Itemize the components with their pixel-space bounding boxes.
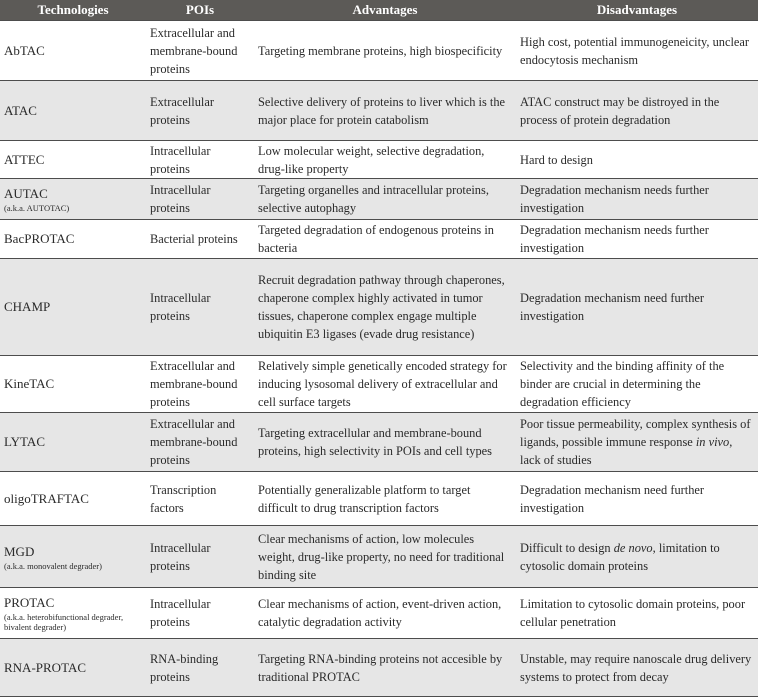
advantages-cell: Potentially generalizable platform to target difficult to drug transcription factors (254, 472, 516, 526)
tech-cell: RNA-PROTAC (0, 639, 146, 697)
tech-cell (0, 526, 146, 588)
header-advantages: Advantages (254, 0, 516, 21)
tech-name: PROTAC (4, 595, 55, 610)
table-row-attec (0, 141, 758, 179)
advantages-cell: Clear mechanisms of action, event-driven action, catalytic degradation activity (254, 588, 516, 639)
table-body (0, 21, 758, 697)
table-row-bacprotac (0, 220, 758, 259)
tech-cell: CHAMP (0, 259, 146, 356)
header-pois: POIs (146, 0, 254, 21)
disadvantages-cell: Degradation mechanism need further investigation (516, 472, 758, 526)
dis-text-italic: in vivo (695, 435, 730, 449)
poi-cell: Intracellular proteins (146, 588, 254, 639)
table-row-kinetac (0, 356, 758, 413)
poi-cell: Extracellular and membrane-bound proteins (146, 356, 254, 413)
advantages-cell: Relatively simple genetically encoded strategy for inducing lysosomal delivery of extracellular and cell surface targets (254, 356, 516, 413)
table-row-lytac (0, 413, 758, 472)
tech-cell: AbTAC (0, 21, 146, 81)
tech-cell: ATAC (0, 81, 146, 141)
tech-cell: LYTAC (0, 413, 146, 472)
poi-cell: Extracellular and membrane-bound proteins (146, 413, 254, 472)
disadvantages-cell: Degradation mechanism needs further investigation (516, 179, 758, 220)
tech-cell: BacPROTAC (0, 220, 146, 259)
table-header (0, 0, 758, 21)
table-row-atac (0, 81, 758, 141)
tech-cell: oligoTRAFTAC (0, 472, 146, 526)
advantages-cell: Selective delivery of proteins to liver which is the major place for protein catabolism (254, 81, 516, 141)
disadvantages-cell: High cost, potential immunogeneicity, unclear endocytosis mechanism (516, 21, 758, 81)
poi-cell: Extracellular and membrane-bound proteins (146, 21, 254, 81)
dis-text-a: Poor tissue permeability, complex synthesis of ligands, possible immune response (520, 417, 751, 449)
table-row-champ (0, 259, 758, 356)
poi-cell: Intracellular proteins (146, 259, 254, 356)
table-row-oligotraftac (0, 472, 758, 526)
advantages-cell: Clear mechanisms of action, low molecules weight, drug-like property, no need for traditional binding site (254, 526, 516, 588)
advantages-cell: Targeting membrane proteins, high biospecificity (254, 21, 516, 81)
header-disadvantages: Disadvantages (516, 0, 758, 21)
tech-aka: (a.k.a. monovalent degrader) (4, 560, 102, 571)
disadvantages-cell: Degradation mechanism need further investigation (516, 259, 758, 356)
dis-text-a: Difficult to design (520, 540, 614, 555)
disadvantages-cell: Unstable, may require nanoscale drug delivery systems to protect from decay (516, 639, 758, 697)
tech-name: MGD (4, 543, 35, 559)
poi-cell: RNA-binding proteins (146, 639, 254, 697)
poi-cell: Intracellular proteins (146, 526, 254, 588)
disadvantages-cell (516, 526, 758, 588)
advantages-cell: Recruit degradation pathway through chaperones, chaperone complex highly activated in tumor tissues, chaperone complex engage multiple ubiquitin E3 ligases (evade drug resistance) (254, 259, 516, 356)
tech-cell: KineTAC (0, 356, 146, 413)
tech-cell: ATTEC (0, 141, 146, 179)
poi-cell: Transcription factors (146, 472, 254, 526)
disadvantages-cell (516, 413, 758, 472)
disadvantages-cell: Hard to design (516, 141, 758, 179)
dis-text-b: , lack of studies (520, 435, 733, 467)
table-row-abtac (0, 21, 758, 81)
advantages-cell: Targeting extracellular and membrane-bound proteins, high selectivity in POIs and cell types (254, 413, 516, 472)
table-row-rna-protac (0, 639, 758, 697)
poi-cell: Bacterial proteins (146, 220, 254, 259)
poi-cell: Extracellular proteins (146, 81, 254, 141)
disadvantages-cell: Selectivity and the binding affinity of the binder are crucial in determining the degradation efficiency (516, 356, 758, 413)
table-row-autac (0, 179, 758, 220)
tech-cell (0, 179, 146, 220)
advantages-cell: Low molecular weight, selective degradation, drug-like property (254, 141, 516, 179)
header-row (0, 0, 758, 21)
dis-text-b: , limitation to cytosolic domain proteins (520, 540, 720, 573)
dis-text-italic: de novo (613, 540, 653, 555)
disadvantages-cell: Degradation mechanism needs further investigation (516, 220, 758, 259)
advantages-cell: Targeting RNA-binding proteins not accesible by traditional PROTAC (254, 639, 516, 697)
tech-name: AUTAC (4, 186, 48, 201)
advantages-cell: Targeted degradation of endogenous proteins in bacteria (254, 220, 516, 259)
tech-cell (0, 588, 146, 639)
tech-aka: (a.k.a. AUTOTAC) (4, 203, 70, 213)
table-row-mgd (0, 526, 758, 588)
poi-cell: Intracellular proteins (146, 141, 254, 179)
table-row-protac (0, 588, 758, 639)
poi-cell: Intracellular proteins (146, 179, 254, 220)
advantages-cell: Targeting organelles and intracellular proteins, selective autophagy (254, 179, 516, 220)
header-technologies: Technologies (0, 0, 146, 21)
disadvantages-cell: ATAC construct may be distroyed in the process of protein degradation (516, 81, 758, 141)
disadvantages-cell: Limitation to cytosolic domain proteins, poor cellular penetration (516, 588, 758, 639)
tech-aka: (a.k.a. heterobifunctional degrader, bivalent degrader) (4, 612, 124, 632)
